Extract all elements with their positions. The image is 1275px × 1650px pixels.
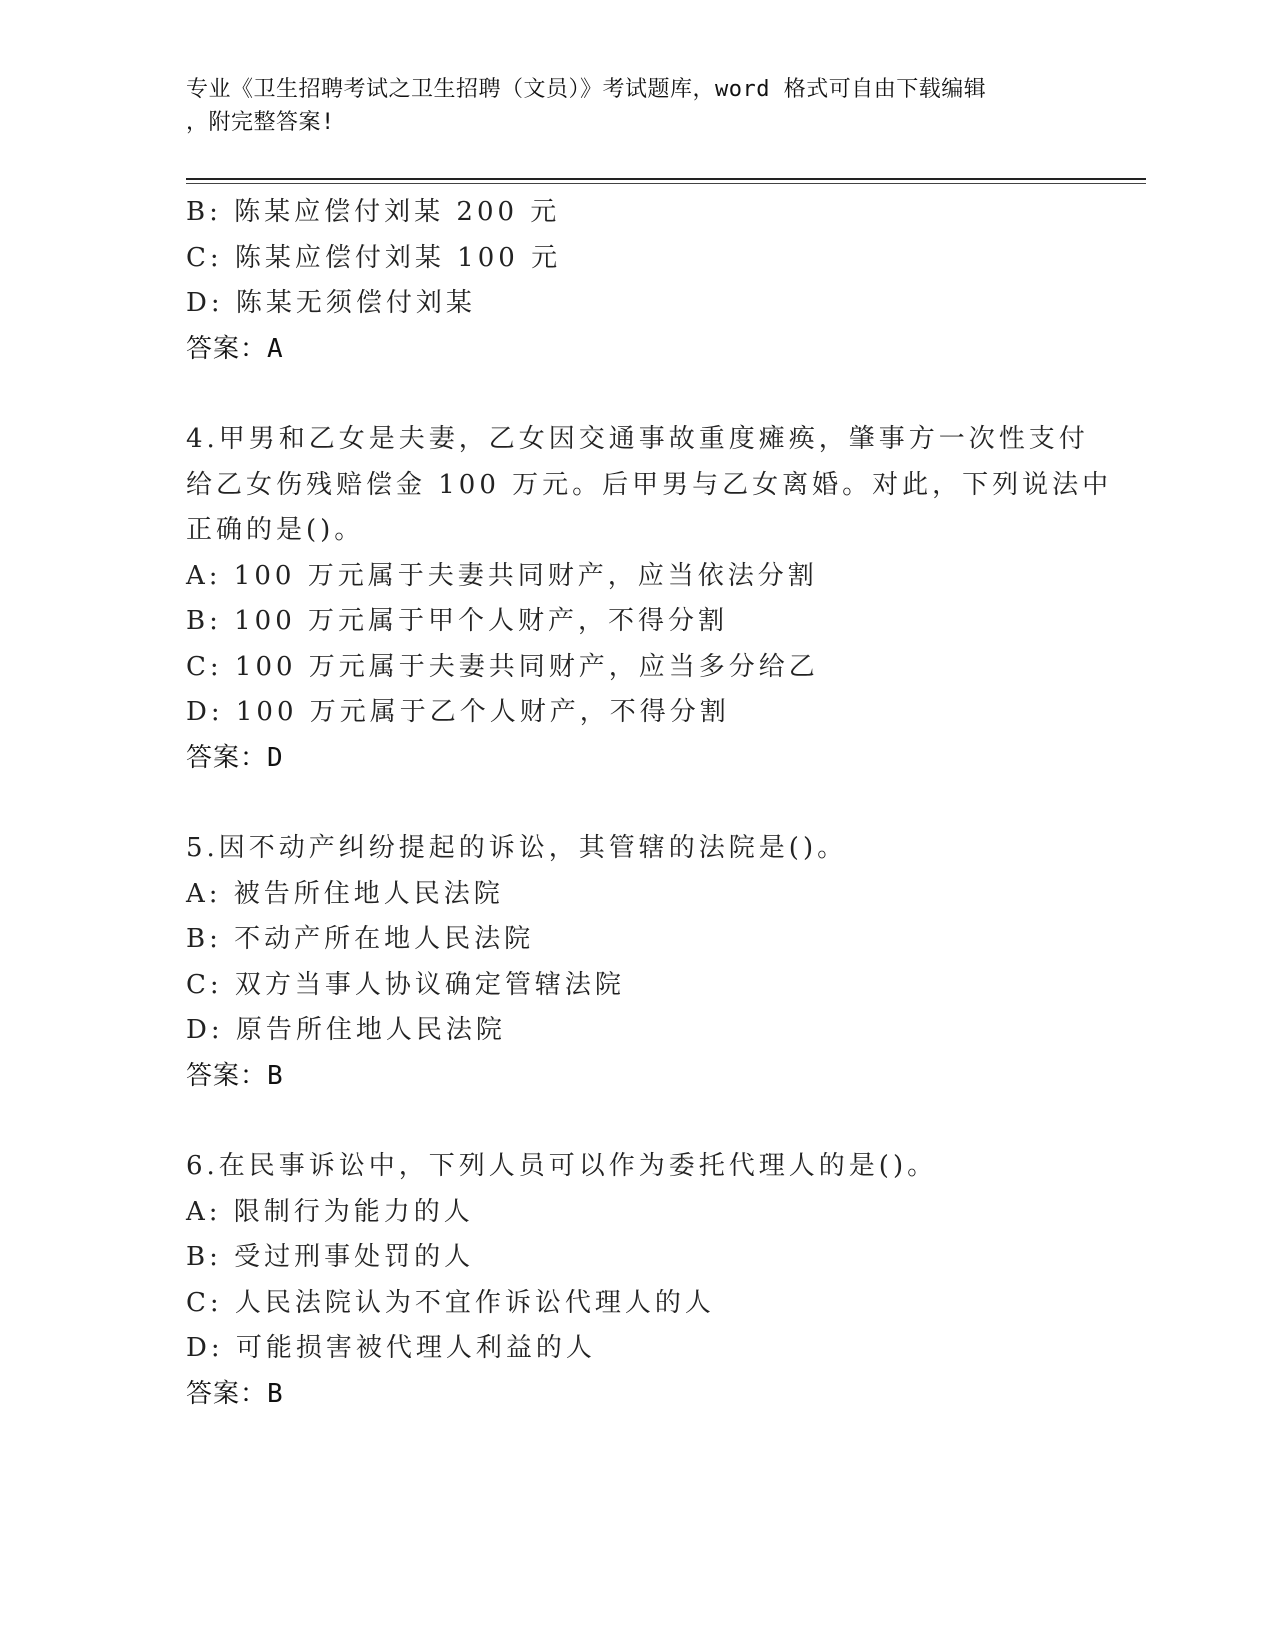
question-block-4 [186, 417, 1146, 781]
header-title-line-2: ，附完整答案! [186, 110, 335, 135]
question-stem-line-1: 4.甲男和乙女是夫妻，乙女因交通事故重度瘫痪，肇事方一次性支付 [186, 424, 1089, 454]
option-a: A: 100 万元属于夫妻共同财产，应当依法分割 [186, 560, 818, 591]
question-stem-line-3: 正确的是()。 [186, 515, 365, 545]
option-d: D: 陈某无须偿付刘某 [186, 288, 476, 318]
question-block-6 [186, 1144, 1146, 1417]
question-list [186, 190, 1146, 1417]
answer-line: 答案：B [186, 1060, 284, 1091]
header-divider-thin [186, 183, 1146, 184]
answer-line: 答案：A [186, 333, 284, 364]
option-b: B: 100 万元属于甲个人财产，不得分割 [186, 606, 729, 636]
question-stem-line-2: 给乙女伤残赔偿金 100 万元。后甲男与乙女离婚。对此，下列说法中 [186, 469, 1113, 500]
option-d: D: 可能损害被代理人利益的人 [186, 1333, 596, 1363]
option-d: D: 100 万元属于乙个人财产，不得分割 [186, 697, 730, 727]
option-b: B: 受过刑事处罚的人 [186, 1242, 475, 1272]
question-block-3 [186, 190, 1146, 372]
spacer [186, 1099, 1146, 1144]
question-block-5 [186, 826, 1146, 1099]
option-c: C: 100 万元属于夫妻共同财产，应当多分给乙 [186, 651, 819, 682]
option-c: C: 人民法院认为不宜作诉讼代理人的人 [186, 1287, 715, 1318]
header-title-line-1: 专业《卫生招聘考试之卫生招聘（文员）》考试题库，word 格式可自由下载编辑 [186, 77, 987, 102]
document-header [186, 73, 1086, 139]
header-divider-thick [186, 178, 1146, 180]
option-c: C: 陈某应偿付刘某 100 元 [186, 242, 562, 273]
spacer [186, 781, 1146, 826]
option-a: A: 限制行为能力的人 [186, 1196, 474, 1227]
question-stem-line-1: 6.在民事诉讼中，下列人员可以作为委托代理人的是()。 [186, 1151, 938, 1181]
answer-line: 答案：D [186, 742, 284, 773]
question-stem-line-1: 5.因不动产纠纷提起的诉讼，其管辖的法院是()。 [186, 833, 848, 863]
option-c: C: 双方当事人协议确定管辖法院 [186, 969, 625, 1000]
spacer [186, 372, 1146, 417]
option-b: B: 陈某应偿付刘某 200 元 [186, 197, 561, 227]
option-d: D: 原告所住地人民法院 [186, 1015, 506, 1045]
answer-line: 答案：B [186, 1378, 284, 1409]
option-a: A: 被告所住地人民法院 [186, 878, 504, 909]
option-b: B: 不动产所在地人民法院 [186, 924, 535, 954]
